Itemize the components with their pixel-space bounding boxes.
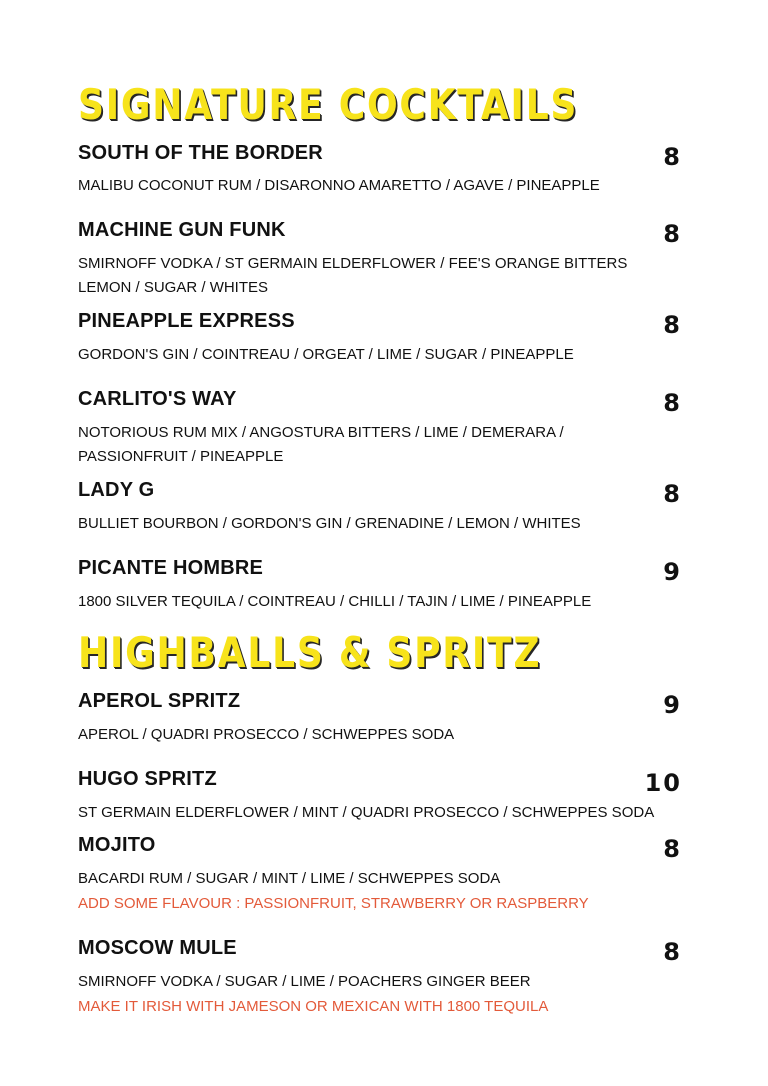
item-price: 8 (663, 480, 682, 508)
item-description: ST GERMAIN ELDERFLOWER / MINT / QUADRI PROSECCO / SCHWEPPES SODA (78, 804, 655, 821)
item-description: BACARDI RUM / SUGAR / MINT / LIME / SCHWEPPES SODA (78, 870, 501, 887)
item-name: CARLITO'S WAY (78, 388, 237, 410)
item-description: SMIRNOFF VODKA / ST GERMAIN ELDERFLOWER / FEE'S ORANGE BITTERS (78, 255, 628, 272)
item-description: SMIRNOFF VODKA / SUGAR / LIME / POACHERS GINGER BEER (78, 973, 531, 990)
item-name: SOUTH OF THE BORDER (78, 142, 323, 164)
item-description: 1800 SILVER TEQUILA / COINTREAU / CHILLI / TAJIN / LIME / PINEAPPLE (78, 593, 592, 610)
item-price: 8 (663, 311, 682, 339)
item-price: 8 (663, 220, 682, 248)
item-price: 10 (644, 769, 682, 797)
item-description: MALIBU COCONUT RUM / DISARONNO AMARETTO / AGAVE / PINEAPPLE (78, 177, 600, 194)
item-description: GORDON'S GIN / COINTREAU / ORGEAT / LIME / SUGAR / PINEAPPLE (78, 346, 574, 363)
item-name: HUGO SPRITZ (78, 768, 217, 790)
item-price: 9 (663, 691, 682, 719)
item-description: BULLIET BOURBON / GORDON'S GIN / GRENADINE / LEMON / WHITES (78, 515, 581, 532)
item-price: 8 (663, 835, 682, 863)
item-description-line-2: PASSIONFRUIT / PINEAPPLE (78, 448, 284, 465)
item-note: ADD SOME FLAVOUR : PASSIONFRUIT, STRAWBERRY OR RASPBERRY (78, 895, 589, 912)
item-name: PICANTE HOMBRE (78, 557, 264, 579)
item-price: 8 (663, 938, 682, 966)
item-name: LADY G (78, 479, 155, 501)
item-name: MOJITO (78, 834, 156, 856)
item-price: 9 (663, 558, 682, 586)
item-price: 8 (663, 143, 682, 171)
section-title-signature-cocktails: SIGNATURE COCKTAILS (78, 80, 579, 129)
item-name: APEROL SPRITZ (78, 690, 241, 712)
item-description: APEROL / QUADRI PROSECCO / SCHWEPPES SODA (78, 726, 455, 743)
item-name: PINEAPPLE EXPRESS (78, 310, 295, 332)
item-price: 8 (663, 389, 682, 417)
item-description: NOTORIOUS RUM MIX / ANGOSTURA BITTERS / LIME / DEMERARA / (78, 424, 564, 441)
item-name: MACHINE GUN FUNK (78, 219, 286, 241)
item-note: MAKE IT IRISH WITH JAMESON OR MEXICAN WITH 1800 TEQUILA (78, 998, 549, 1015)
item-description-line-2: LEMON / SUGAR / WHITES (78, 279, 269, 296)
section-title-highballs-spritz: HIGHBALLS & SPRITZ (78, 628, 542, 677)
item-name: MOSCOW MULE (78, 937, 237, 959)
